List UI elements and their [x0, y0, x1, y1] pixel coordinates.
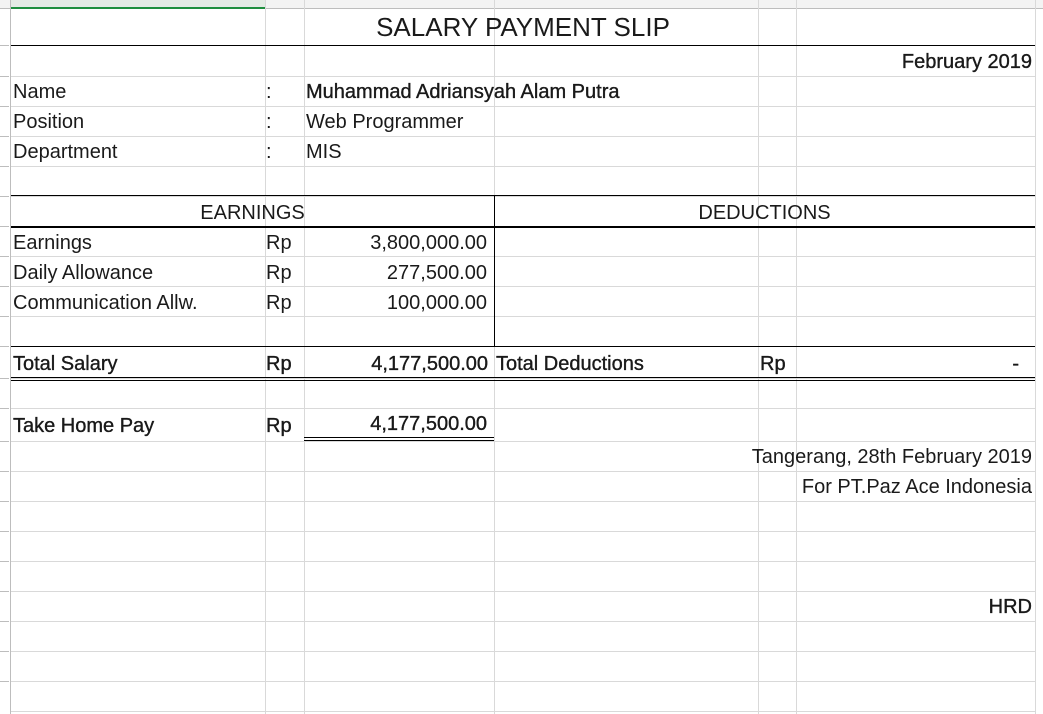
- gridline-row: [11, 441, 1035, 442]
- position-label[interactable]: Position: [13, 111, 85, 133]
- gridline-row: [11, 711, 1035, 712]
- total-deductions-value[interactable]: -: [1012, 353, 1019, 375]
- name-value[interactable]: Muhammad Adriansyah Alam Putra: [306, 81, 620, 103]
- row-header-tick: [0, 196, 9, 197]
- take-home-currency[interactable]: Rp: [266, 415, 292, 437]
- total-deductions-currency[interactable]: Rp: [760, 353, 786, 375]
- row-header-tick: [0, 316, 9, 317]
- total-deductions-label[interactable]: Total Deductions: [496, 353, 644, 375]
- gridline-row: [11, 106, 1035, 107]
- row-header-tick: [0, 561, 9, 562]
- row-header-tick: [0, 346, 9, 347]
- gridline-row: [11, 561, 1035, 562]
- gridline-row: [11, 136, 1035, 137]
- signatory[interactable]: HRD: [988, 596, 1032, 618]
- earnings-header-bottom-border: [11, 226, 1035, 228]
- gridline-row: [11, 196, 1035, 197]
- total-salary-currency[interactable]: Rp: [266, 353, 292, 375]
- gridline-row: [11, 531, 1035, 532]
- earnings-item-label[interactable]: Daily Allowance: [13, 262, 154, 284]
- row-header-tick: [0, 106, 9, 107]
- name-colon[interactable]: :: [266, 81, 272, 103]
- row-header-tick: [0, 45, 9, 46]
- earnings-item-amount[interactable]: 100,000.00: [386, 292, 487, 314]
- total-row-bottom-border-1: [11, 377, 1035, 378]
- row-header-tick: [0, 76, 9, 77]
- row-header-tick: [0, 471, 9, 472]
- gridline-row: [11, 501, 1035, 502]
- company-name[interactable]: For PT.Paz Ace Indonesia: [801, 476, 1032, 498]
- gridline-row: [11, 681, 1035, 682]
- row-header-tick: [0, 681, 9, 682]
- gridline-row: [11, 378, 1035, 379]
- gridline-row: [11, 76, 1035, 77]
- row-header-tick: [0, 256, 9, 257]
- gridline-row: [11, 286, 1035, 287]
- department-value[interactable]: MIS: [306, 141, 342, 163]
- earnings-item-amount[interactable]: 277,500.00: [386, 262, 487, 284]
- place-date[interactable]: Tangerang, 28th February 2019: [751, 446, 1032, 468]
- total-row-bottom-border-2: [11, 380, 1035, 381]
- selected-column-header[interactable]: [11, 0, 265, 9]
- earnings-item-label[interactable]: Communication Allw.: [13, 292, 198, 314]
- department-colon[interactable]: :: [266, 141, 272, 163]
- row-header-tick: [0, 591, 9, 592]
- row-header-tick: [0, 286, 9, 287]
- gridline-row: [11, 256, 1035, 257]
- row-header-tick: [0, 166, 9, 167]
- slip-period[interactable]: February 2019: [901, 51, 1032, 73]
- row-header-tick: [0, 378, 9, 379]
- total-salary-value[interactable]: 4,177,500.00: [371, 353, 488, 375]
- row-header-tick: [0, 651, 9, 652]
- gridline-row: [11, 408, 1035, 409]
- gridline-col-d: [494, 0, 495, 714]
- row-header-tick: [0, 621, 9, 622]
- row-header-tick: [0, 408, 9, 409]
- gridline-col-e: [758, 0, 759, 714]
- take-home-value[interactable]: 4,177,500.00: [370, 413, 487, 435]
- gridline-row: [11, 621, 1035, 622]
- position-colon[interactable]: :: [266, 111, 272, 133]
- row-header-tick: [0, 226, 9, 227]
- take-home-underline-1: [304, 437, 494, 438]
- take-home-underline-2: [304, 440, 494, 441]
- deductions-header[interactable]: DEDUCTIONS: [698, 202, 831, 224]
- department-label[interactable]: Department: [13, 141, 118, 163]
- gridline-row: [11, 651, 1035, 652]
- row-header-tick: [0, 531, 9, 532]
- earnings-item-currency[interactable]: Rp: [266, 232, 292, 254]
- gridline-row: [11, 471, 1035, 472]
- row-header-border: [10, 0, 11, 714]
- earnings-item-label[interactable]: Earnings: [13, 232, 92, 254]
- row-header-tick: [0, 441, 9, 442]
- total-salary-label[interactable]: Total Salary: [13, 353, 118, 375]
- earnings-item-currency[interactable]: Rp: [266, 262, 292, 284]
- position-value[interactable]: Web Programmer: [306, 111, 464, 133]
- row-header-tick: [0, 501, 9, 502]
- slip-title[interactable]: SALARY PAYMENT SLIP: [376, 12, 670, 42]
- gridline-row: [11, 166, 1035, 167]
- earnings-item-amount[interactable]: 3,800,000.00: [370, 232, 487, 254]
- earnings-item-currency[interactable]: Rp: [266, 292, 292, 314]
- gridline-row: [11, 591, 1035, 592]
- total-row-top-border: [11, 346, 1035, 347]
- gridline-row: [11, 316, 1035, 317]
- earnings-top-border: [11, 195, 1035, 196]
- gridline-col-g: [1035, 0, 1036, 714]
- take-home-label[interactable]: Take Home Pay: [13, 415, 155, 437]
- title-bottom-border: [11, 45, 1035, 46]
- name-label[interactable]: Name: [13, 81, 67, 103]
- row-header-tick: [0, 136, 9, 137]
- earnings-header[interactable]: EARNINGS: [200, 202, 305, 224]
